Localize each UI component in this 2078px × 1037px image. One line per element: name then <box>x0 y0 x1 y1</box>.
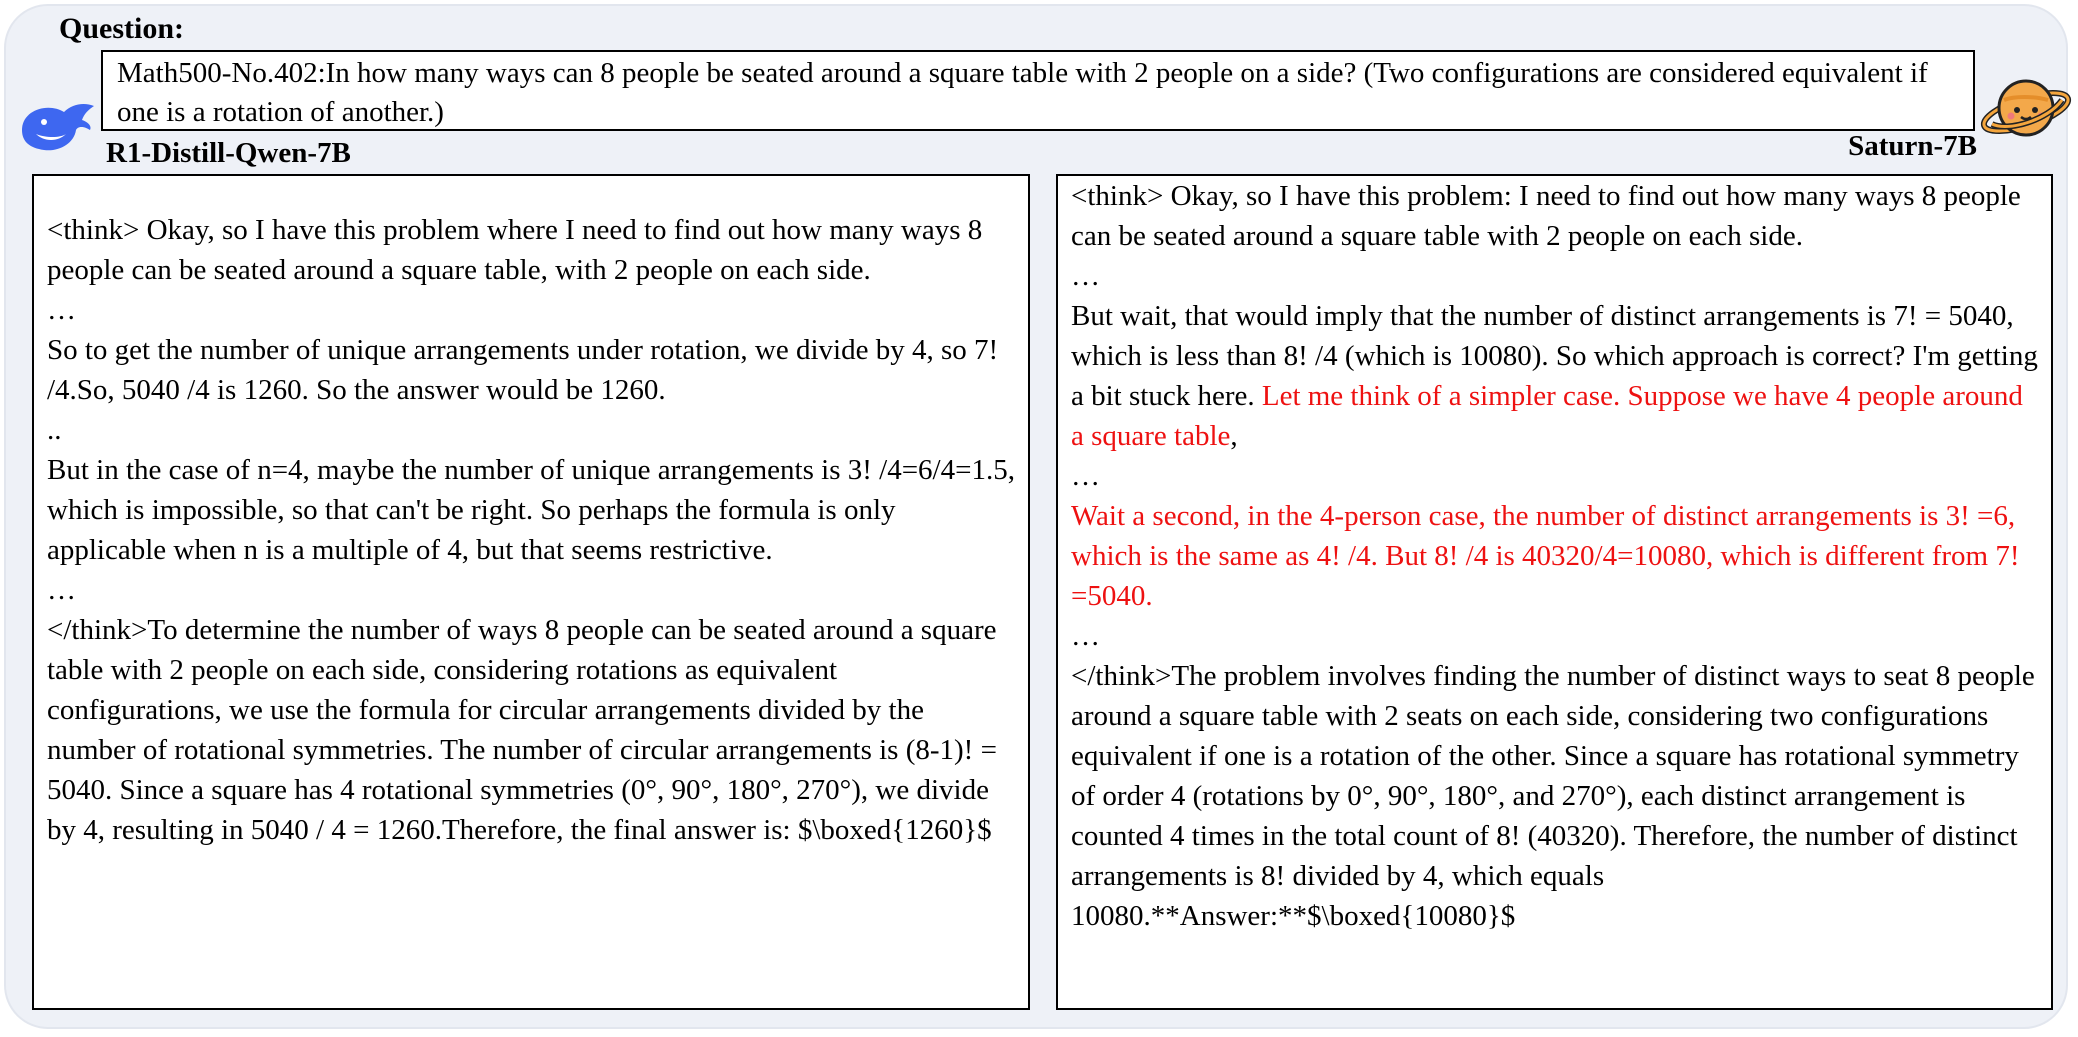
right-comma: , <box>1230 420 1238 452</box>
left-n4-check: But in the case of n=4, maybe the number of unique arrangements is 3! /4=6/4=1.5, which is impossible, so that can't be right. So perhaps the formula is only applicable when n is a multiple of 4, but that seems restrictive. <box>47 454 1015 566</box>
right-reflection-highlight: Wait a second, in the 4-person case, the number of distinct arrangements is 3! =6, which is the same as 4! /4. But 8! /4 is 40320/4=10080, which is different from 7! =5040. <box>1071 500 2020 612</box>
right-doubt-text: But wait, that would imply that the number of distinct arrangements is 7! = 5040, which is less than 8! /4 (which is 10080). So which approach is correct? I'm getting a bit stuck here. <box>1071 300 2038 412</box>
right-final-answer: </think>The problem involves finding the number of distinct ways to seat 8 people around a square table with 2 seats on each side, considering two configurations equivalent if one is a rotation of the other. Since a square has rotational symmetry of order 4 (rotations by 0°, 90°, 180°, and 270°), each distinct arrangement is counted 4 times in the total count of 8! (40320). Therefore, the number of distinct arrangements is 8! divided by 4, which equals 10080.**Answer:**$\boxed{10080}$ <box>1071 660 2035 932</box>
right-ellipsis: … <box>1071 260 1100 292</box>
right-approach-doubt <box>1071 296 2038 456</box>
question-box: Math500-No.402:In how many ways can 8 people be seated around a square table with 2 people on a side? (Two configurations are considered equivalent if one is a rotation of another.) <box>101 50 1975 131</box>
planet-logo-icon <box>1978 66 2074 150</box>
right-ellipsis: … <box>1071 460 1100 492</box>
question-label: Question: <box>59 12 185 45</box>
left-think-intro: <think> Okay, so I have this problem where I need to find out how many ways 8 people can be seated around a square table, with 2 people on each side. <box>47 214 983 286</box>
left-model-name: R1-Distill-Qwen-7B <box>106 137 351 169</box>
whale-logo-icon <box>18 96 98 156</box>
left-rotation-step: So to get the number of unique arrangements under rotation, we divide by 4, so 7! /4.So, 5040 /4 is 1260. So the answer would be 1260. <box>47 334 999 406</box>
right-simpler-case-highlight: Let me think of a simpler case. Suppose we have 4 people around a square table <box>1071 380 2023 452</box>
right-response-panel <box>1056 174 2053 1010</box>
right-ellipsis: … <box>1071 620 1100 652</box>
left-ellipsis: … <box>47 294 76 326</box>
left-ellipsis: .. <box>47 414 62 446</box>
left-response-panel <box>32 174 1030 1010</box>
left-ellipsis: … <box>47 574 76 606</box>
left-final-answer: </think>To determine the number of ways 8 people can be seated around a square table with 2 people on each side, considering rotations as equivalent configurations, we use the formula for circular arrangements divided by the number of rotational symmetries. The number of circular arrangements is (8-1)! = 5040. Since a square has 4 rotational symmetries (0°, 90°, 180°, 270°), we divide by 4, resulting in 5040 / 4 = 1260.Therefore, the final answer is: $\boxed{1260}$ <box>47 614 997 846</box>
right-model-name: Saturn-7B <box>1848 130 1977 162</box>
right-think-intro: <think> Okay, so I have this problem: I need to find out how many ways 8 people can be seated around a square table with 2 people on each side. <box>1071 180 2021 252</box>
